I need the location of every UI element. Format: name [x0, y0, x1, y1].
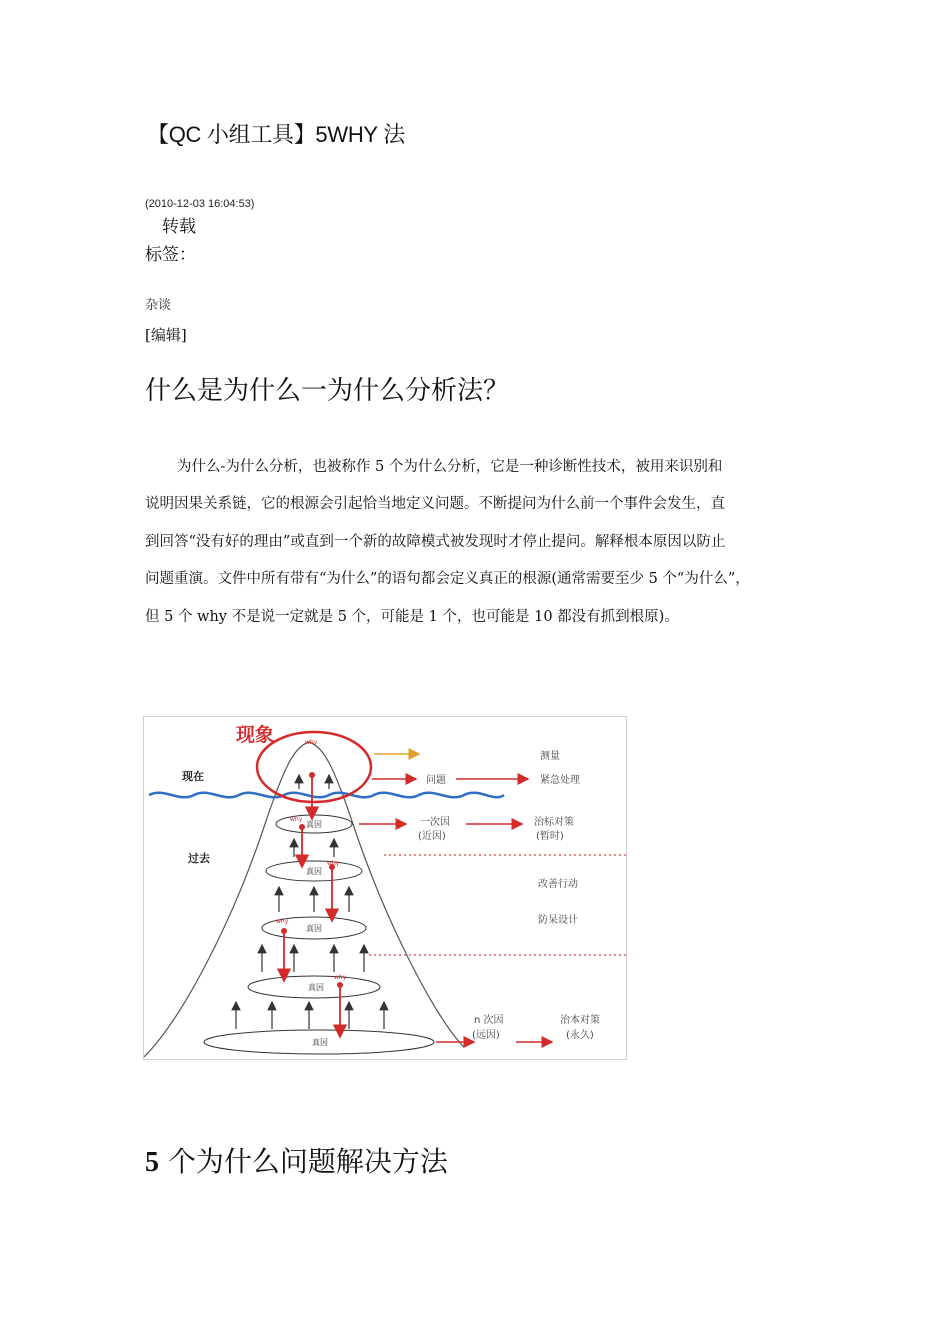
tags-label: 标签：	[145, 245, 196, 265]
five-why-diagram	[143, 716, 627, 1060]
page-title: 【QC 小组工具】5WHY 法	[147, 122, 405, 147]
paragraph-line: 但 5 个 why 不是说一定就是 5 个，可能是 1 个，也可能是 10 都没有抓到根原)。	[145, 609, 679, 625]
why-label: why	[334, 974, 347, 981]
paragraph-line: 到回答“没有好的理由”或直到一个新的故障模式被发现时才停止提问。解释根本原因以防止	[145, 534, 726, 550]
true-cause-label: 真因	[312, 1038, 328, 1047]
why-label: why	[305, 739, 318, 746]
true-cause-label: 真因	[306, 924, 322, 933]
heading-number: 5	[145, 1147, 159, 1178]
problem-label: 问题	[426, 775, 446, 786]
repost-label: 转载	[162, 217, 196, 237]
nth-cause-label: (远因)	[472, 1030, 500, 1041]
true-cause-label: 真因	[306, 867, 322, 876]
diagram-svg	[144, 717, 626, 1059]
section-heading-2	[145, 1140, 448, 1180]
improve-label: 改善行动	[538, 879, 578, 890]
perm-measure-label: (永久)	[566, 1030, 594, 1041]
post-date: (2010-12-03 16:04:53)	[145, 198, 255, 210]
paragraph-line: 说明因果关系链，它的根源会引起恰当地定义问题。不断提问为什么前一个事件会发生，直	[145, 496, 725, 512]
true-cause-label: 真因	[306, 820, 322, 829]
why-label: why	[276, 918, 289, 925]
water-line	[149, 793, 504, 798]
mountain-outline	[144, 742, 464, 1057]
emergency-label: 紧急处理	[540, 775, 580, 786]
temp-measure-label: (暂时)	[536, 831, 564, 842]
temp-measure-label: 治标对策	[534, 817, 574, 828]
perm-measure-label: 治本对策	[560, 1015, 600, 1026]
why-label: why	[290, 816, 303, 823]
primary-cause-label: (近因)	[418, 831, 446, 842]
now-label: 现在	[182, 770, 204, 783]
tag-item[interactable]: 杂谈	[145, 298, 172, 313]
nth-cause-label: n 次因	[474, 1015, 504, 1026]
why-label: why	[327, 860, 340, 867]
section-heading: 什么是为什么一为什么分析法？	[145, 376, 510, 406]
primary-cause-label: 一次因	[420, 817, 450, 828]
phenomenon-label: 现象	[236, 724, 275, 746]
edit-link[interactable]: [编辑]	[145, 326, 187, 344]
true-cause-label: 真因	[308, 983, 324, 992]
paragraph-line: 为什么-为什么分析，也被称作 5 个为什么分析，它是一种诊断性技术，被用来识别和	[177, 459, 723, 475]
foolproof-label: 防呆设计	[538, 915, 578, 926]
measure-label: 测量	[540, 751, 560, 762]
past-label: 过去	[188, 852, 210, 865]
heading-text: 个为什么问题解决方法	[159, 1145, 448, 1178]
paragraph-line: 问题重演。文件中所有带有“为什么”的语句都会定义真正的根源(通常需要至少 5 个“为什么”，	[145, 571, 750, 587]
